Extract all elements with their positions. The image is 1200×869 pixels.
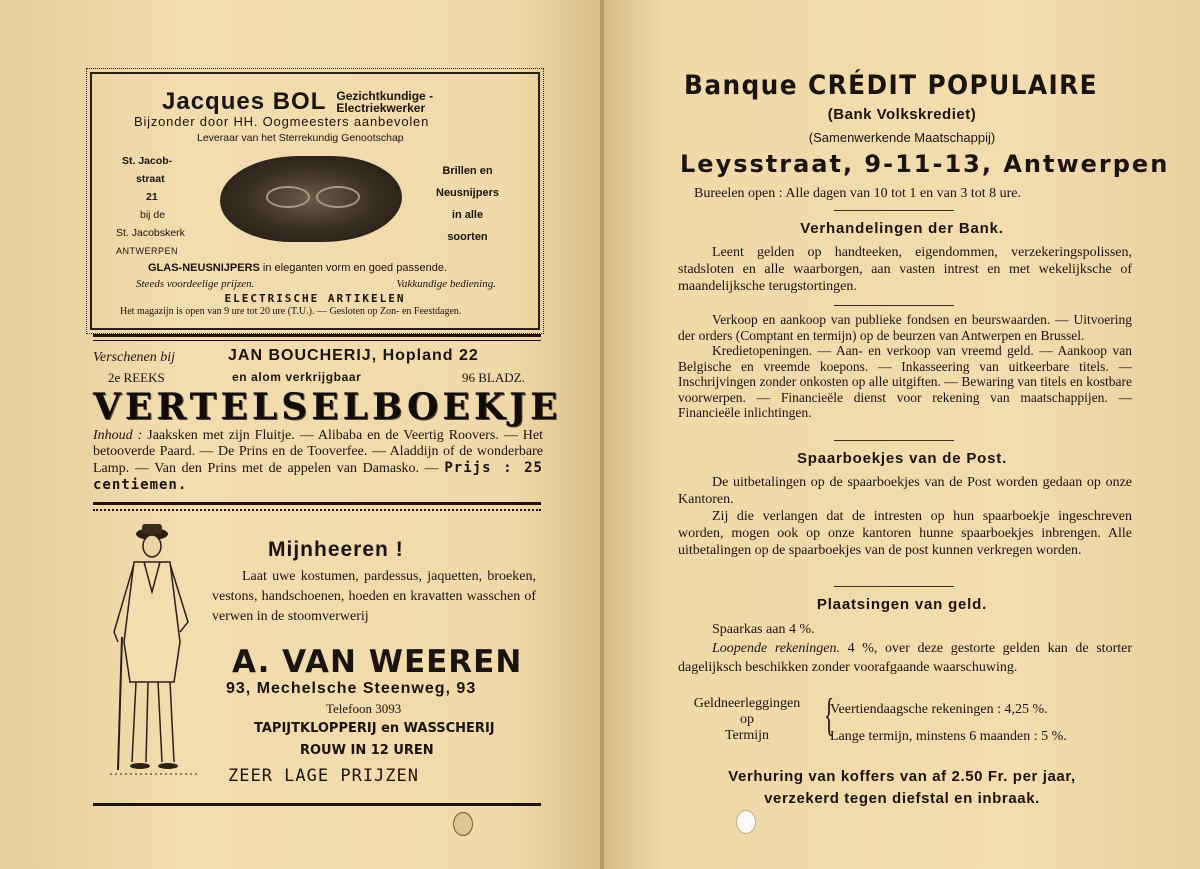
- bank-address: Leysstraat, 9-11-13, Antwerpen: [680, 150, 1170, 178]
- deposit-rate-2: Lange termijn, minstens 6 maanden : 5 %.: [830, 729, 1067, 744]
- ad-bol-line2: Steeds voordeelige prijzen. Vakkundige bediening.: [136, 278, 496, 290]
- ad-weeren-title: Mijnheeren !: [268, 538, 404, 561]
- ad-bol-line4: Het magazijn is open van 9 ure tot 20 ure (T.U.). — Gesloten op Zon- en Feestdagen.: [120, 306, 462, 317]
- ad-book-pages: 96 BLADZ.: [462, 370, 525, 385]
- spectacles-illustration: [220, 156, 402, 242]
- section-title-operations: Verhandelingen der Bank.: [800, 220, 1004, 237]
- brace-symbol: {: [824, 689, 835, 740]
- divider: [93, 340, 541, 341]
- ad-weeren-firm: A. VAN WEEREN: [232, 644, 523, 680]
- binding-hole: [453, 812, 473, 836]
- ad-book-available: en alom verkrijgbaar: [232, 370, 362, 384]
- ad-weeren-service-2: ROUW IN 12 UREN: [300, 743, 434, 758]
- gentleman-illustration: [100, 522, 210, 784]
- ad-book-series: 2e REEKS: [108, 370, 165, 385]
- footer-line-1: Verhuring van koffers van af 2.50 Fr. per jaar,: [728, 768, 1076, 785]
- section-text-operations: Leent gelden op handteeken, eigendommen, verzekeringspolissen, stadsloten en alle waarborgen, aan vasten intrest en met wekelijksche of maandelijksche terugstortingen.: [678, 245, 1132, 294]
- deposit-rate-1: Veertiendaagsche rekeningen : 4,25 %.: [830, 702, 1048, 717]
- section-text-savings: De uitbetalingen op de spaarboekjes van de Post worden gedaan op onze Kantoren. Zij die verlangen dat de intresten op hun spaarboekje ingeschreven worden, mogen ook op onze kantoren hunne spaarboekjes inbrengen. Alle uitbetalingen op de spaarboekjes van de post kunnen verkregen worden.: [678, 475, 1132, 558]
- ad-bol-address: St. Jacob- straat 21 bij de St. Jacobskerk ANTWERPEN: [116, 155, 185, 256]
- divider: [93, 334, 541, 337]
- ad-book-publisher: JAN BOUCHERIJ, Hopland 22: [228, 347, 479, 364]
- section-text-services: Verkoop en aankoop van publieke fondsen en beurswaarden. — Uitvoering der orders (Comptant en termijn) op de beurzen van Antwerpen en Brussel. Kredietopeningen. — Aan- en verkoop van vreemd geld. — Aankoop van Belgische en vreemde koepons. — Inkasseering van uitkeerbare titels. — Inschrijvingen zonder onkosten op alle uitgiften. — Bewaring van titels en kostbare voorwerpen. — Financieële dienst voor rekening van maatschappijen. — Financieële inlichtingen.: [678, 312, 1132, 420]
- divider: [834, 440, 954, 441]
- ad-bol-supplier: Leveraar van het Sterrekundig Genootschap: [197, 132, 404, 144]
- divider: [834, 210, 954, 211]
- deposit-label: Geldneerleggingen op Termijn: [693, 696, 801, 743]
- divider: [834, 586, 954, 587]
- bank-subtitle: (Bank Volkskrediet): [827, 106, 977, 123]
- section-title-savings: Spaarboekjes van de Post.: [796, 450, 1008, 467]
- ad-weeren-prices: ZEER LAGE PRIJZEN: [228, 766, 419, 786]
- bank-hours: Bureelen open : Alle dagen van 10 tot 1 en van 3 tot 8 ure.: [694, 186, 1021, 201]
- divider: [93, 509, 541, 511]
- bank-title: Banque CRÉDIT POPULAIRE: [684, 70, 1098, 101]
- ad-bol-line1: GLAS-NEUSNIJPERS in eleganten vorm en goed passende.: [148, 262, 447, 274]
- bank-subtitle-2: (Samenwerkende Maatschappij): [808, 130, 996, 145]
- ad-bol-name: Jacques BOL: [162, 88, 327, 115]
- ad-weeren-telephone: Telefoon 3093: [326, 701, 402, 716]
- ad-bol-line3: ELECTRISCHE ARTIKELEN: [224, 292, 406, 305]
- ad-book-published: Verschenen bij: [93, 350, 176, 365]
- footer-line-2: verzekerd tegen diefstal en inbraak.: [764, 790, 1040, 807]
- ad-book-title: VERTELSELBOEKJE: [93, 386, 562, 428]
- ad-bol-recommended: Bijzonder door HH. Oogmeesters aanbevolen: [134, 114, 430, 129]
- section-title-placements: Plaatsingen van geld.: [816, 596, 988, 613]
- divider: [93, 803, 541, 806]
- divider: [834, 305, 954, 306]
- ad-weeren-street: 93, Mechelsche Steenweg, 93: [226, 680, 477, 697]
- ad-weeren-service-1: TAPIJTKLOPPERIJ en WASSCHERIJ: [254, 721, 495, 736]
- ad-bol-trade: Gezichtkundige - Electriekwerker: [336, 89, 434, 115]
- bank-advertisement: [604, 0, 1200, 869]
- ad-jacques-bol: [90, 72, 540, 330]
- divider: [93, 502, 541, 505]
- ad-book-contents: Inhoud : Jaaksken met zijn Fluitje. — Alibaba en de Veertig Roovers. — Het betooverde Paard. — De Prins en de Tooverfee. — Aladdijn of de wonderbare Lamp. — Van den Prins met de appelen van Damasko. — Prijs : 25 centiemen.: [93, 428, 543, 493]
- ad-bol-products: Brillen en Neusnijpers in alle soorten: [436, 165, 499, 243]
- section-text-placements: Spaarkas aan 4 %. Loopende rekeningen. 4 %, over deze gestorte gelden kan de storter dagelijksch beschikken zonder voorafgaande waarschuwing.: [678, 622, 1132, 675]
- ad-weeren-text: Laat uwe kostumen, pardessus, jaquetten, broeken, vestons, handschoenen, hoeden en kravatten wasschen of verwen in de stoomverwerij: [212, 569, 536, 624]
